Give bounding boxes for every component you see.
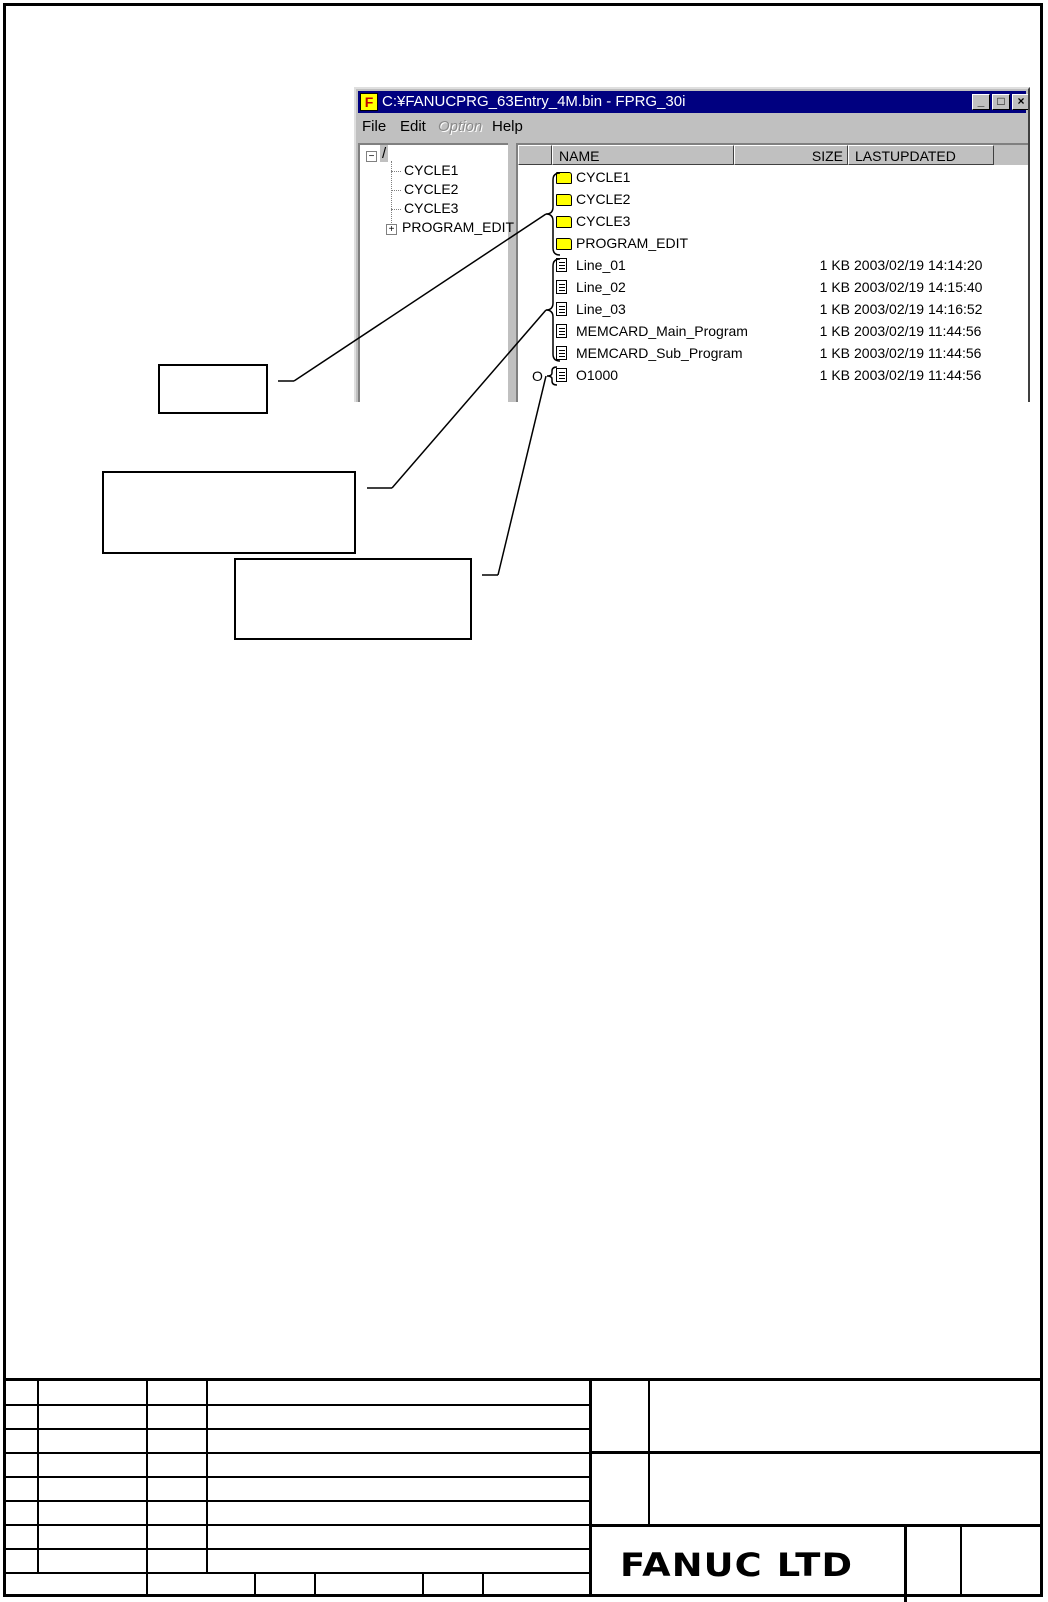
list-item[interactable]: Line_01 1 KB 2003/02/19 14:14:20 [518,254,1028,276]
list-item[interactable]: Line_03 1 KB 2003/02/19 14:16:52 [518,298,1028,320]
list-item[interactable]: Line_02 1 KB 2003/02/19 14:15:40 [518,276,1028,298]
o-prefix-label: O [532,368,543,384]
brace-files [546,259,560,361]
brace-o-program [547,367,557,385]
app-icon[interactable]: F [360,93,378,111]
list-item[interactable]: MEMCARD_Sub_Program 1 KB 2003/02/19 11:44:56 [518,342,1028,364]
menu-help[interactable]: Help [492,118,523,135]
list-item[interactable]: O1000 1 KB 2003/02/19 11:44:56 [518,364,1028,386]
list-item[interactable]: CYCLE1 [518,166,1028,188]
column-lastupdated[interactable]: LASTUPDATED [848,145,994,165]
column-size[interactable]: SIZE [734,145,848,165]
menu-option[interactable]: Option [438,118,483,135]
tree-root[interactable]: / [382,145,387,162]
leader-folders [294,214,546,381]
maximize-button[interactable]: □ [992,94,1010,110]
column-name[interactable]: NAME [552,145,734,165]
list-item[interactable]: CYCLE2 [518,188,1028,210]
fanuc-logo: FANUC LTD [620,1546,854,1584]
leader-files [392,310,546,488]
menu-edit[interactable]: Edit [400,118,426,135]
list-item[interactable]: CYCLE3 [518,210,1028,232]
list-item[interactable]: PROGRAM_EDIT [518,232,1028,254]
collapse-toggle[interactable]: − [366,151,377,162]
tree-node-cycle1[interactable]: CYCLE1 [391,162,458,178]
close-button[interactable]: × [1012,94,1030,110]
expand-toggle[interactable]: + [386,224,397,235]
tree-node-cycle2[interactable]: CYCLE2 [391,181,458,197]
tree-node-cycle3[interactable]: CYCLE3 [391,200,458,216]
tree-node-program-edit[interactable]: PROGRAM_EDIT [402,219,515,235]
minimize-button[interactable]: _ [972,94,990,110]
menu-file[interactable]: File [362,118,387,135]
brace-folders [546,173,560,255]
window-title: C:¥FANUCPRG_63Entry_4M.bin - FPRG_30i [382,93,686,110]
list-item[interactable]: MEMCARD_Main_Program 1 KB 2003/02/19 11:44:56 [518,320,1028,342]
leader-o-programs [498,376,546,575]
